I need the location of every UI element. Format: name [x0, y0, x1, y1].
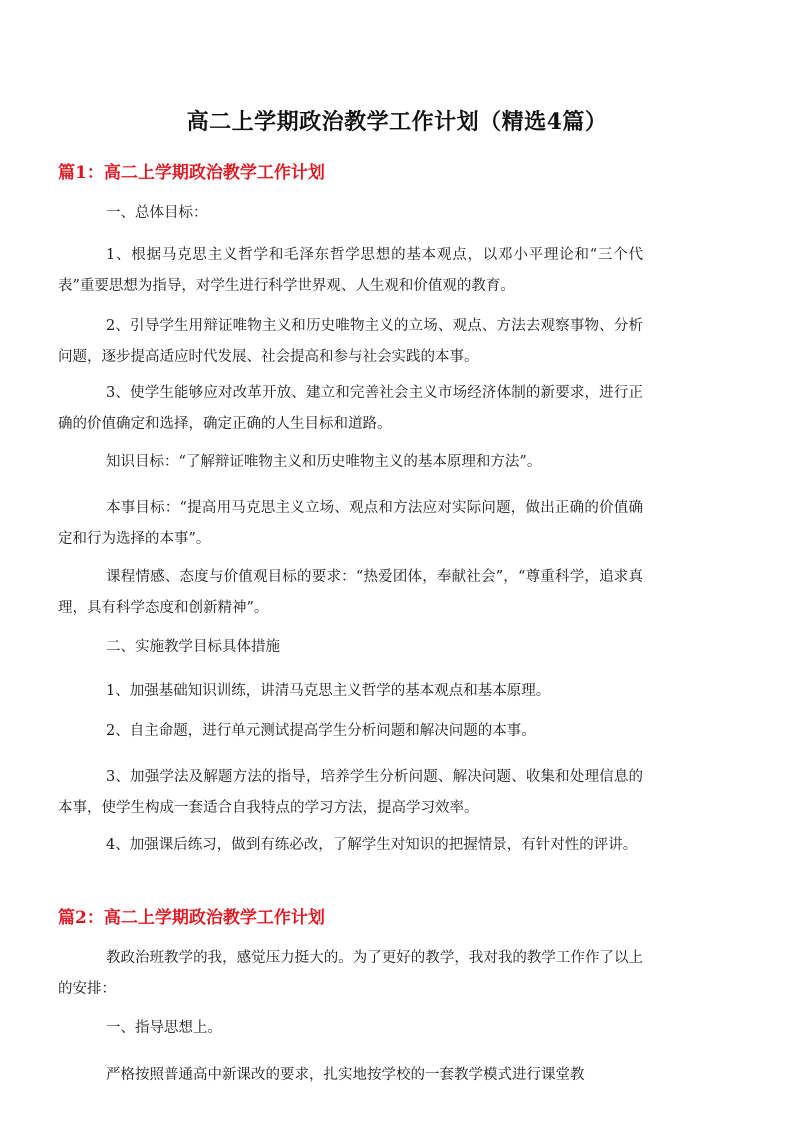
- section-heading-1: 篇1：高二上学期政治教学工作计划: [58, 163, 325, 183]
- document-title: 高二上学期政治教学工作计划（精选4篇）: [186, 109, 608, 135]
- section-heading-2: 篇2：高二上学期政治教学工作计划: [58, 908, 325, 928]
- paragraph: 2、自主命题，进行单元测试提高学生分析问题和解决问题的本事。: [106, 723, 536, 739]
- paragraph: 一、指导思想上。: [106, 1020, 222, 1036]
- paragraph: 二、实施教学目标具体措施: [106, 639, 280, 655]
- paragraph: 1、加强基础知识训练，讲清马克思主义哲学的基本观点和基本原理。: [106, 683, 551, 699]
- paragraph: 教政治班教学的我，感觉压力挺大的。为了更好的教学，我对我的教学工作作了以上的安排：: [58, 950, 643, 997]
- paragraph: 课程情感、态度与价值观目标的要求：“热爱团体，奉献社会”，“尊重科学，追求真理，具有科学态度和创新精神”。: [58, 569, 643, 616]
- paragraph: 2、引导学生用辩证唯物主义和历史唯物主义的立场、观点、方法去观察事物、分析问题，逐步提高适应时代发展、社会提高和参与社会实践的本事。: [58, 318, 643, 365]
- paragraph: 知识目标：“了解辩证唯物主义和历史唯物主义的基本原理和方法”。: [106, 454, 542, 470]
- paragraph: 4、加强课后练习，做到有练必改，了解学生对知识的把握情景，有针对性的评讲。: [106, 837, 638, 853]
- paragraph: 一、总体目标：: [106, 205, 208, 221]
- paragraph: 1、根据马克思主义哲学和毛泽东哲学思想的基本观点，以邓小平理论和“三个代表”重要思想为指导，对学生进行科学世界观、人生观和价值观的教育。: [58, 247, 643, 294]
- paragraph: 严格按照普通高中新课改的要求，扎实地按学校的一套教学模式进行课堂教: [106, 1067, 585, 1083]
- paragraph: 本事目标：“提高用马克思主义立场、观点和方法应对实际问题，做出正确的价值确定和行为选择的本事”。: [58, 500, 643, 547]
- paragraph: 3、使学生能够应对改革开放、建立和完善社会主义市场经济体制的新要求，进行正确的价值确定和选择，确定正确的人生目标和道路。: [58, 385, 643, 432]
- paragraph: 3、加强学法及解题方法的指导，培养学生分析问题、解决问题、收集和处理信息的本事，使学生构成一套适合自我特点的学习方法，提高学习效率。: [58, 769, 643, 816]
